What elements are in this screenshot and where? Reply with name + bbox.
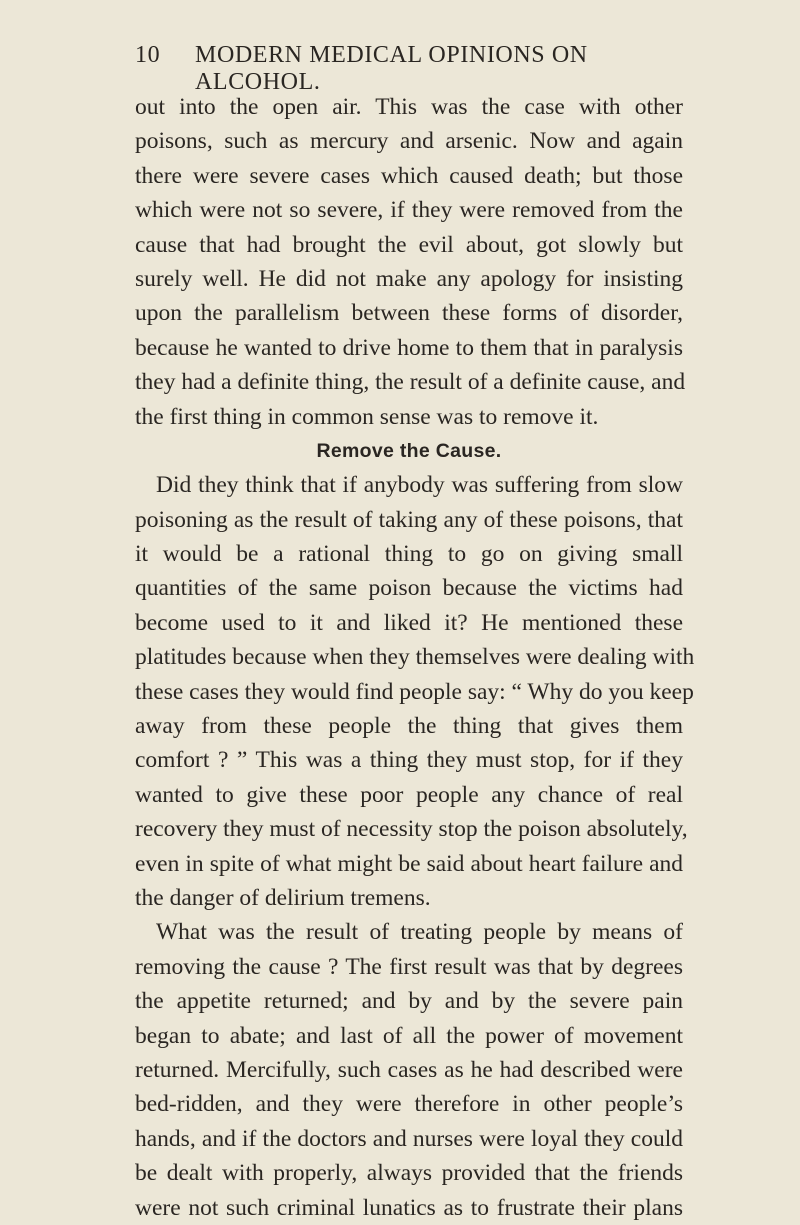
paragraph-3 xyxy=(135,915,683,1225)
text-line: even in spite of what might be said about heart failure and xyxy=(135,850,683,877)
text-line: become used to it and liked it? He mentioned these xyxy=(135,609,683,636)
text-line: be dealt with properly, always provided that the friends xyxy=(135,1160,683,1187)
running-head-title: MODERN MEDICAL OPINIONS ON ALCOHOL. xyxy=(195,42,588,95)
text-line: recovery they must of necessity stop the poison absolutely, xyxy=(135,816,688,843)
text-line: were not such criminal lunatics as to frustrate their plans xyxy=(135,1194,683,1221)
page-number: 10 xyxy=(135,42,161,68)
text-line: these cases they would find people say: “ Why do you keep xyxy=(135,678,694,705)
body-text xyxy=(135,90,695,1225)
text-line: quantities of the same poison because the victims had xyxy=(135,575,683,602)
text-line: cause that had brought the evil about, got slowly but xyxy=(135,231,683,258)
section-subheading: Remove the Cause. xyxy=(316,439,502,462)
text-line: which were not so severe, if they were removed from the xyxy=(135,197,683,224)
text-line: out into the open air. This was the case with other xyxy=(135,94,683,120)
text-line: surely well. He did not make any apology for insisting xyxy=(135,265,683,292)
paragraph-2 xyxy=(135,468,695,915)
text-line: the first thing in common sense was to remove it. xyxy=(135,403,599,430)
text-line: the appetite returned; and by and by the severe pain xyxy=(135,988,683,1015)
text-line: removing the cause ? The first result was that by degrees xyxy=(135,953,683,980)
text-line: hands, and if the doctors and nurses were loyal they could xyxy=(135,1125,683,1152)
text-line: comfort ? ” This was a thing they must stop, for if they xyxy=(135,747,683,774)
text-line: poisoning as the result of taking any of these poisons, that xyxy=(135,506,683,533)
text-line: because he wanted to drive home to them that in paralysis xyxy=(135,334,683,361)
text-line: the danger of delirium tremens. xyxy=(135,884,431,911)
text-line: Did they think that if anybody was suffering from slow xyxy=(156,472,683,499)
paragraph-1 xyxy=(135,90,686,434)
text-line: wanted to give these poor people any chance of real xyxy=(135,781,683,808)
text-line: it would be a rational thing to go on giving small xyxy=(135,541,683,568)
text-line: returned. Mercifully, such cases as he had described were xyxy=(135,1056,683,1083)
text-line: poisons, such as mercury and arsenic. Now and again xyxy=(135,128,683,155)
text-line: began to abate; and last of all the power of movement xyxy=(135,1022,683,1049)
text-line: platitudes because when they themselves were dealing with xyxy=(135,644,695,671)
text-line: bed-ridden, and they were therefore in other people’s xyxy=(135,1091,683,1118)
text-line: What was the result of treating people by means of xyxy=(156,919,683,946)
running-head xyxy=(135,42,683,95)
text-line: there were severe cases which caused death; but those xyxy=(135,162,683,189)
text-line: upon the parallelism between these forms of disorder, xyxy=(135,300,683,327)
text-line: they had a definite thing, the result of a definite cause, and xyxy=(135,369,686,396)
text-line: away from these people the thing that gives them xyxy=(135,713,683,740)
